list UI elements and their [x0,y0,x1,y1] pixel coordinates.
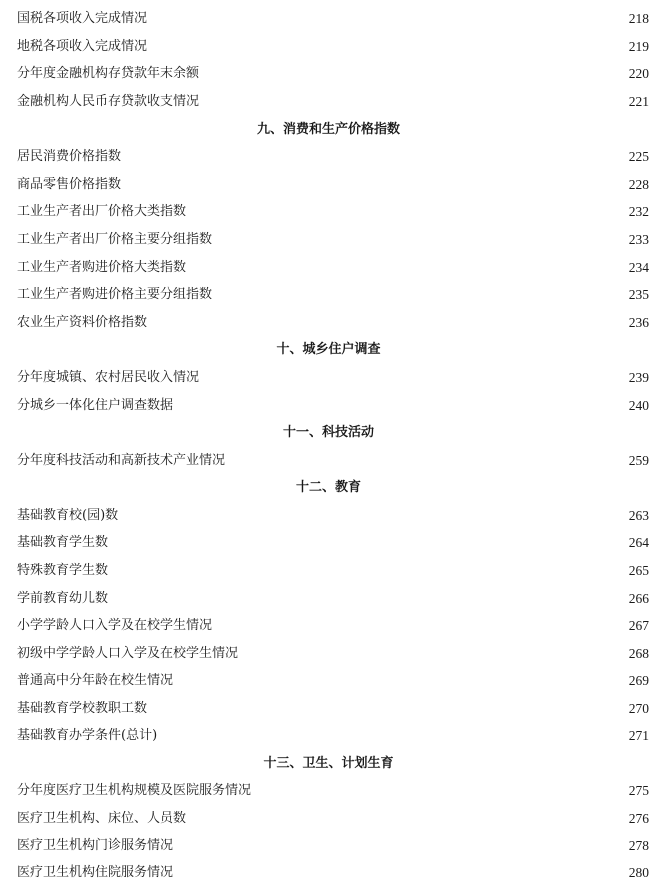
toc-entry-title: 分年度科技活动和高新技术产业情况 [17,453,226,468]
dot-leader [177,862,621,884]
toc-entry-title: 分年度金融机构存贷款年末余额 [17,66,200,81]
toc-entry[interactable] [17,450,649,472]
toc-entry[interactable] [17,835,649,857]
toc-entry-title: 医疗卫生机构住院服务情况 [17,865,174,880]
toc-entry-page: 232 [628,204,649,219]
toc-entry-page: 240 [628,398,649,413]
toc-entry-title: 国税各项收入完成情况 [17,11,148,26]
toc-entry-page: 269 [628,673,649,688]
toc-entry-title: 医疗卫生机构、床位、人员数 [17,811,187,826]
dot-leader [151,8,621,30]
section-heading-11: 十一、科技活动 [282,425,374,440]
dot-leader [112,560,621,582]
section-heading-9: 九、消费和生产价格指数 [256,122,400,137]
toc-entry-title: 特殊教育学生数 [17,563,109,578]
toc-entry-title: 工业生产者购进价格主要分组指数 [17,287,213,302]
toc-entry[interactable] [17,615,649,637]
toc-entry-title: 分城乡一体化住户调查数据 [17,398,174,413]
toc-entry[interactable] [17,808,649,830]
toc-entry-page: 270 [628,701,649,716]
dot-leader [190,808,621,830]
toc-entry-title: 小学学龄人口入学及在校学生情况 [17,618,213,633]
toc-entry-title: 农业生产资料价格指数 [17,315,148,330]
dot-leader [161,725,621,747]
dot-leader [151,312,621,334]
toc-entry-page: 276 [628,811,649,826]
toc-entry-title: 商品零售价格指数 [17,177,122,192]
toc-entry-page: 220 [628,66,649,81]
toc-entry[interactable] [17,284,649,306]
toc-entry-title: 基础教育校(园)数 [17,508,119,523]
toc-entry[interactable] [17,643,649,665]
toc-entry-title: 工业生产者出厂价格主要分组指数 [17,232,213,247]
toc-entry-page: 259 [628,453,649,468]
toc-entry-page: 225 [628,149,649,164]
toc-entry-title: 医疗卫生机构门诊服务情况 [17,838,174,853]
toc-entry[interactable] [17,36,649,58]
dot-leader [125,146,621,168]
toc-entry-page: 236 [628,315,649,330]
toc-entry[interactable] [17,229,649,251]
toc-entry-page: 239 [628,370,649,385]
toc-entry[interactable] [17,780,649,802]
toc-entry-page: 234 [628,260,649,275]
toc-entry-page: 278 [628,838,649,853]
dot-leader [190,201,621,223]
toc-entry-title: 工业生产者购进价格大类指数 [17,260,187,275]
toc-entry[interactable] [17,201,649,223]
toc-entry[interactable] [17,698,649,720]
toc-entry-page: 271 [628,728,649,743]
dot-leader [177,835,621,857]
section-heading-12: 十二、教育 [295,480,361,495]
toc-entry[interactable] [17,395,649,417]
toc-entry-page: 280 [628,865,649,880]
toc-entry-title: 基础教育学生数 [17,535,109,550]
dot-leader [112,532,621,554]
toc-entry-title: 基础教育学校教职工数 [17,701,148,716]
dot-leader [203,367,621,389]
toc-entry-page: 228 [628,177,649,192]
toc-entry-page: 233 [628,232,649,247]
toc-entry[interactable] [17,532,649,554]
toc-entry-page: 221 [628,94,649,109]
dot-leader [242,643,621,665]
dot-leader [203,63,621,85]
toc-entry-page: 268 [628,646,649,661]
toc-entry-page: 265 [628,563,649,578]
toc-entry-title: 分年度城镇、农村居民收入情况 [17,370,200,385]
toc-entry[interactable] [17,725,649,747]
toc-entry[interactable] [17,257,649,279]
toc-entry-title: 居民消费价格指数 [17,149,122,164]
toc-entry-page: 219 [628,39,649,54]
toc-entry-page: 267 [628,618,649,633]
dot-leader [216,284,621,306]
toc-entry-title: 学前教育幼儿数 [17,591,109,606]
toc-entry[interactable] [17,505,649,527]
toc-entry-page: 218 [628,11,649,26]
toc-entry[interactable] [17,63,649,85]
toc-entry[interactable] [17,367,649,389]
toc-entry-title: 普通高中分年龄在校生情况 [17,673,174,688]
dot-leader [229,450,621,472]
toc-entry-title: 地税各项收入完成情况 [17,39,148,54]
toc-entry[interactable] [17,588,649,610]
toc-entry-title: 初级中学学龄人口入学及在校学生情况 [17,646,239,661]
dot-leader [122,505,621,527]
section-heading-10: 十、城乡住户调查 [276,342,381,357]
dot-leader [177,670,621,692]
toc-entry[interactable] [17,146,649,168]
toc-entry[interactable] [17,312,649,334]
dot-leader [151,36,621,58]
dot-leader [151,698,621,720]
dot-leader [255,780,621,802]
dot-leader [190,257,621,279]
dot-leader [216,615,621,637]
toc-entry[interactable] [17,8,649,30]
section-heading-13: 十三、卫生、计划生育 [263,756,394,771]
toc-entry-title: 工业生产者出厂价格大类指数 [17,204,187,219]
dot-leader [203,91,621,113]
dot-leader [177,395,621,417]
dot-leader [112,588,621,610]
toc-entry-page: 266 [628,591,649,606]
toc-entry-page: 263 [628,508,649,523]
toc-entry-title: 基础教育办学条件(总计) [17,728,158,743]
toc-entry[interactable] [17,560,649,582]
toc-entry[interactable] [17,862,649,884]
toc-entry-title: 分年度医疗卫生机构规模及医院服务情况 [17,783,252,798]
toc-entry-page: 275 [628,783,649,798]
toc-entry-page: 235 [628,287,649,302]
toc-entry-page: 264 [628,535,649,550]
toc-entry[interactable] [17,174,649,196]
dot-leader [216,229,621,251]
toc-entry-title: 金融机构人民币存贷款收支情况 [17,94,200,109]
toc-entry[interactable] [17,91,649,113]
dot-leader [125,174,621,196]
toc-entry[interactable] [17,670,649,692]
